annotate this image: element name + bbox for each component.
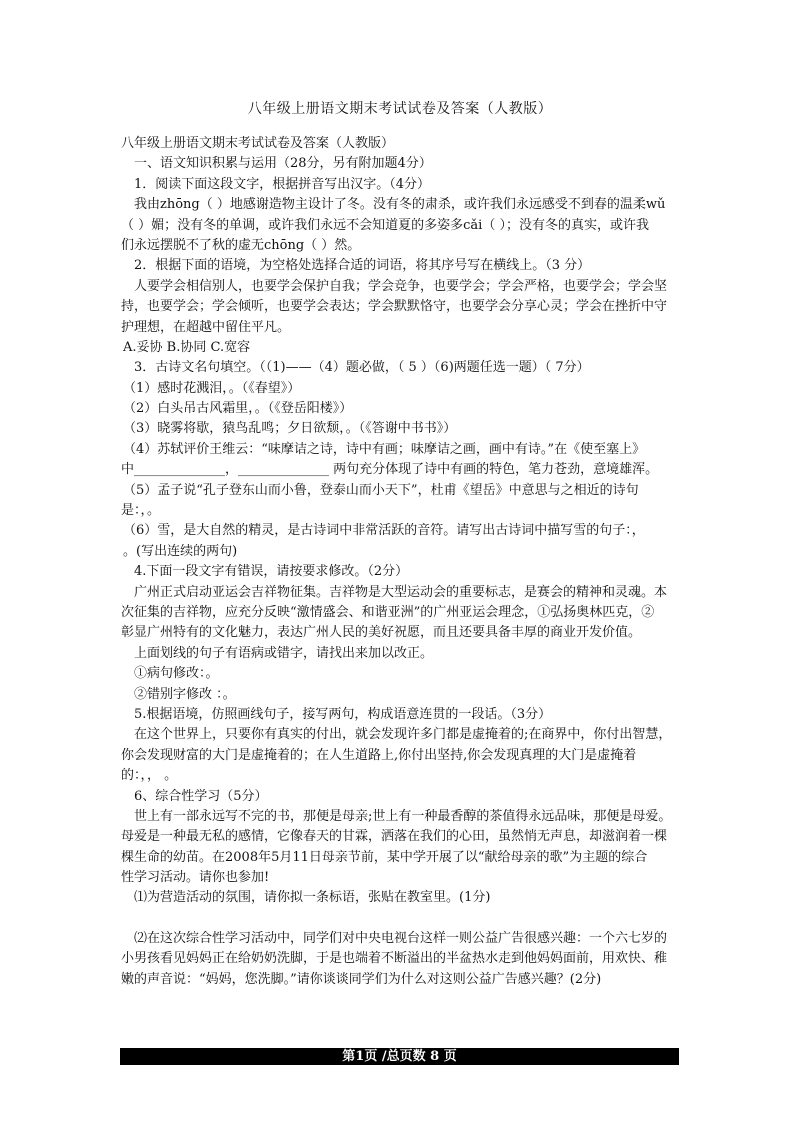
- question-2-text: 护理想，在超越中留住平凡。: [121, 319, 291, 335]
- question-3-item: （1）感时花溅泪，。（《春望》）: [123, 380, 301, 396]
- question-6: 6、综合性学习（5分）: [134, 788, 268, 804]
- question-3-item: （4）苏轼评价王维云：“味摩诘之诗，诗中有画；味摩诘之画，画中有诗。”在《使至塞上》: [123, 441, 646, 457]
- question-4-answer: ②错别字修改 ：。: [134, 686, 236, 702]
- question-6-part-2: 嫩的声音说：“妈妈，您洗脚。”请你谈谈同学们为什么对这则公益广告感兴趣？(2分): [121, 971, 602, 987]
- question-1: 1．阅读下面这段文字，根据拼音写出汉字。（4分）: [134, 176, 431, 192]
- question-4-text: 广州正式启动亚运会吉祥物征集。吉祥物是大型运动会的重要标志，是赛会的精神和灵魂。本: [134, 584, 668, 600]
- question-3-item: 中______________，______________ 两句充分体现了诗中有画的特色，笔力苍劲，意境雄浑。: [121, 462, 659, 478]
- question-2-text: 人要学会相信别人，也要学会保护自我；学会竞争，也要学会；学会严格，也要学会；学会坚: [134, 278, 668, 294]
- question-2-text: 持，也要学会；学会倾听，也要学会表达；学会默默恪守，也要学会分享心灵；学会在挫折中守: [121, 299, 668, 315]
- question-5-text: 的：，， 。: [121, 768, 178, 784]
- question-6-part-1: ⑴为营造活动的氛围，请你拟一条标语，张贴在教室里。(1分): [134, 890, 491, 906]
- question-3: 3．古诗文名句填空。（（1)——（4）题必做，（ 5 ）（6)两题任选一题）（ 7分）: [134, 360, 590, 376]
- question-6-text: 母爱是一种最无私的感情，它像春天的甘霖，洒落在我们的心田，虽然悄无声息，却滋润着一棵: [121, 829, 668, 845]
- page-footer: 第1页 /总页数 8 页: [120, 1048, 679, 1065]
- question-6-part-2: 小男孩看见妈妈正在给奶奶洗脚，于是也端着不断溢出的半盆热水走到他妈妈面前，用欢快、稚: [121, 951, 668, 967]
- question-5-text: 你会发现财富的大门是虚掩着的；在人生道路上,你付出坚持,你会发现真理的大门是虚掩着: [121, 747, 637, 763]
- question-1-text: 们永远摆脱不了秋的虚无chōng（ ）然。: [121, 237, 361, 253]
- question-4-answer: ①病句修改：。: [134, 666, 219, 682]
- question-3-item: （6）雪，是大自然的精灵，是古诗词中非常活跃的音符。请写出古诗词中描写雪的句子：，: [123, 523, 645, 539]
- question-6-text: 性学习活动。请你也参加!: [121, 870, 270, 886]
- question-5-text: 在这个世界上，只要你有真实的付出，就会发现许多门都是虚掩着的;在商界中，你付出智慧，: [134, 727, 672, 743]
- question-2-options: A.妥协 B.协同 C.宽容: [123, 339, 251, 355]
- question-4-text: 次征集的吉祥物，应充分反映“激情盛会、和谐亚洲”的广州亚运会理念，①弘扬奥林匹克，②: [121, 604, 655, 620]
- answer-space: [121, 909, 681, 929]
- question-3-item: （2）白头吊古风霜里，。（《登岳阳楼》）: [123, 401, 353, 417]
- question-6-text: 世上有一部永远写不完的书，那便是母亲;世上有一种最香醇的茶值得永远品味，那便是母爱。: [134, 808, 672, 824]
- document-body: [121, 134, 681, 990]
- question-5: 5.根据语境，仿照画线句子，接写两句，构成语意连贯的一段话。（3分）: [134, 706, 552, 722]
- question-1-text: （ ）媚；没有冬的单调，或许我们永远不会知道夏的多姿多cǎi（ ）；没有冬的真实，或许我: [121, 217, 649, 233]
- question-2: 2．根据下面的语境，为空格处选择合适的词语，将其序号写在横线上。（3 分）: [134, 258, 591, 274]
- question-6-text: 棵生命的幼苗。在2008年5月11日母亲节前，某中学开展了以“献给母亲的歌”为主题的综合: [121, 849, 648, 865]
- question-3-item: （5）孟子说“孔子登东山而小鲁，登泰山而小天下”，杜甫《望岳》中意思与之相近的诗句: [123, 482, 639, 498]
- question-3-item: （3）晓雾将歇，猿鸟乱鸣；夕日欲颓，。（《答谢中书书》）: [123, 421, 457, 437]
- question-4-text: 彰显广州特有的文化魅力，表达广州人民的美好祝愿，而且还要具备丰厚的商业开发价值。: [121, 625, 642, 641]
- document-title: 八年级上册语文期末考试试卷及答案（人教版）: [247, 101, 553, 117]
- question-3-item: 。(写出连续的两句): [123, 543, 238, 559]
- question-4-text: 上面划线的句子有语病或错字，请找出来加以改正。: [134, 645, 434, 661]
- body-heading: 八年级上册语文期末考试试卷及答案（人教版）: [121, 136, 395, 151]
- question-6-part-2: ⑵在这次综合性学习活动中，同学们对中央电视台这样一则公益广告很感兴趣：一个六七岁的: [134, 930, 668, 946]
- question-3-item: 是：，。: [121, 503, 161, 519]
- section-heading: 一、语文知识积累与运用（28分，另有附加题4分）: [134, 156, 432, 172]
- question-1-text: 我由zhōng（ ）地感谢造物主设计了冬。没有冬的肃杀，或许我们永远感受不到春的温柔wǔ: [134, 197, 666, 213]
- question-4: 4.下面一段文字有错误，请按要求修改。（2分）: [134, 564, 409, 580]
